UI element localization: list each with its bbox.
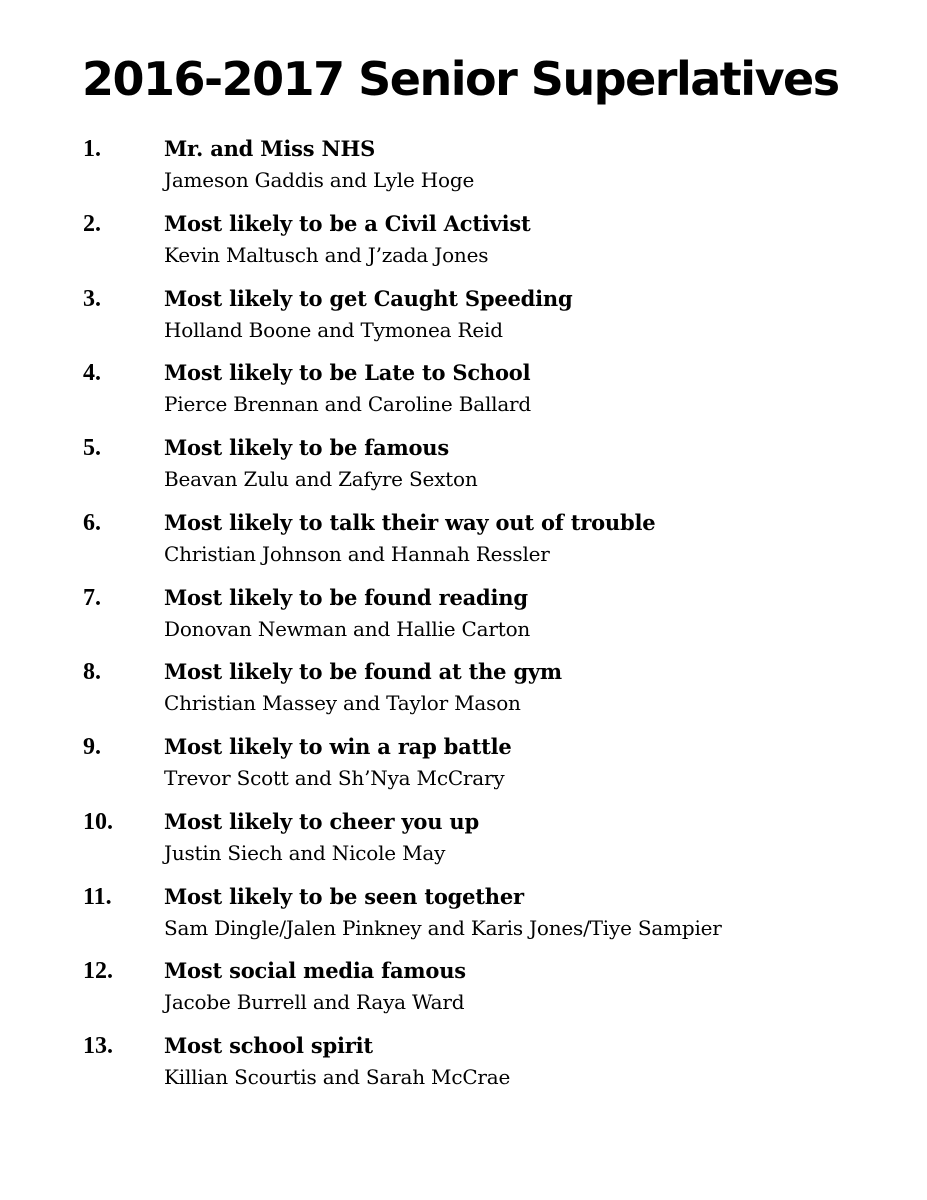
list-item bbox=[0, 507, 927, 582]
item-number: 13. bbox=[83, 1033, 113, 1059]
superlative-winners: Sam Dingle/Jalen Pinkney and Karis Jones/Tiye Sampier bbox=[164, 915, 722, 940]
superlative-winners: Beavan Zulu and Zafyre Sexton bbox=[164, 467, 478, 491]
superlative-category: Most likely to be seen together bbox=[164, 883, 524, 909]
superlative-winners: Donovan Newman and Hallie Carton bbox=[164, 616, 531, 641]
list-item bbox=[0, 955, 927, 1030]
superlative-winners: Holland Boone and Tymonea Reid bbox=[164, 317, 503, 342]
item-number: 12. bbox=[83, 958, 113, 985]
page-title: 2016-2017 Senior Superlatives bbox=[82, 52, 839, 106]
list-item bbox=[0, 432, 927, 507]
list-item bbox=[0, 1030, 927, 1105]
item-number: 1. bbox=[83, 136, 101, 162]
list-item bbox=[0, 283, 927, 358]
superlative-winners: Killian Scourtis and Sarah McCrae bbox=[164, 1065, 511, 1089]
superlative-winners: Kevin Maltusch and J’zada Jones bbox=[164, 242, 489, 267]
list-item bbox=[0, 656, 927, 731]
superlative-category: Most likely to be a Civil Activist bbox=[164, 210, 531, 236]
superlative-winners: Christian Massey and Taylor Mason bbox=[164, 691, 521, 716]
item-number: 7. bbox=[83, 584, 101, 611]
list-item bbox=[0, 357, 927, 432]
item-number: 2. bbox=[83, 210, 101, 237]
superlative-category: Most likely to cheer you up bbox=[164, 808, 479, 834]
list-item bbox=[0, 133, 927, 208]
superlative-winners: Trevor Scott and Sh’Nya McCrary bbox=[164, 766, 505, 790]
superlative-category: Most likely to talk their way out of trouble bbox=[164, 509, 656, 535]
list-item bbox=[0, 806, 927, 881]
superlative-category: Most likely to get Caught Speeding bbox=[164, 285, 573, 311]
superlative-winners: Justin Siech and Nicole May bbox=[164, 840, 446, 865]
item-number: 4. bbox=[83, 360, 101, 387]
item-number: 6. bbox=[83, 509, 101, 536]
item-number: 5. bbox=[83, 435, 101, 461]
item-number: 9. bbox=[83, 734, 101, 760]
item-number: 3. bbox=[83, 285, 101, 312]
superlative-category: Most likely to be Late to School bbox=[164, 360, 531, 386]
superlative-category: Most school spirit bbox=[164, 1033, 373, 1058]
superlative-winners: Jameson Gaddis and Lyle Hoge bbox=[164, 168, 475, 192]
list-item bbox=[0, 208, 927, 283]
superlative-category: Most likely to be found at the gym bbox=[164, 659, 562, 685]
item-number: 10. bbox=[83, 808, 113, 835]
superlatives-list bbox=[0, 133, 927, 1105]
list-item bbox=[0, 881, 927, 956]
superlative-category: Mr. and Miss NHS bbox=[164, 136, 376, 161]
superlative-winners: Christian Johnson and Hannah Ressler bbox=[164, 541, 550, 566]
superlative-category: Most likely to win a rap battle bbox=[164, 734, 512, 759]
item-number: 11. bbox=[83, 883, 112, 910]
superlative-winners: Pierce Brennan and Caroline Ballard bbox=[164, 392, 532, 417]
superlative-category: Most social media famous bbox=[164, 958, 466, 984]
list-item bbox=[0, 582, 927, 657]
superlative-winners: Jacobe Burrell and Raya Ward bbox=[164, 990, 465, 1015]
superlative-category: Most likely to be found reading bbox=[164, 584, 528, 610]
superlative-category: Most likely to be famous bbox=[164, 435, 449, 460]
item-number: 8. bbox=[83, 659, 101, 686]
list-item bbox=[0, 731, 927, 806]
